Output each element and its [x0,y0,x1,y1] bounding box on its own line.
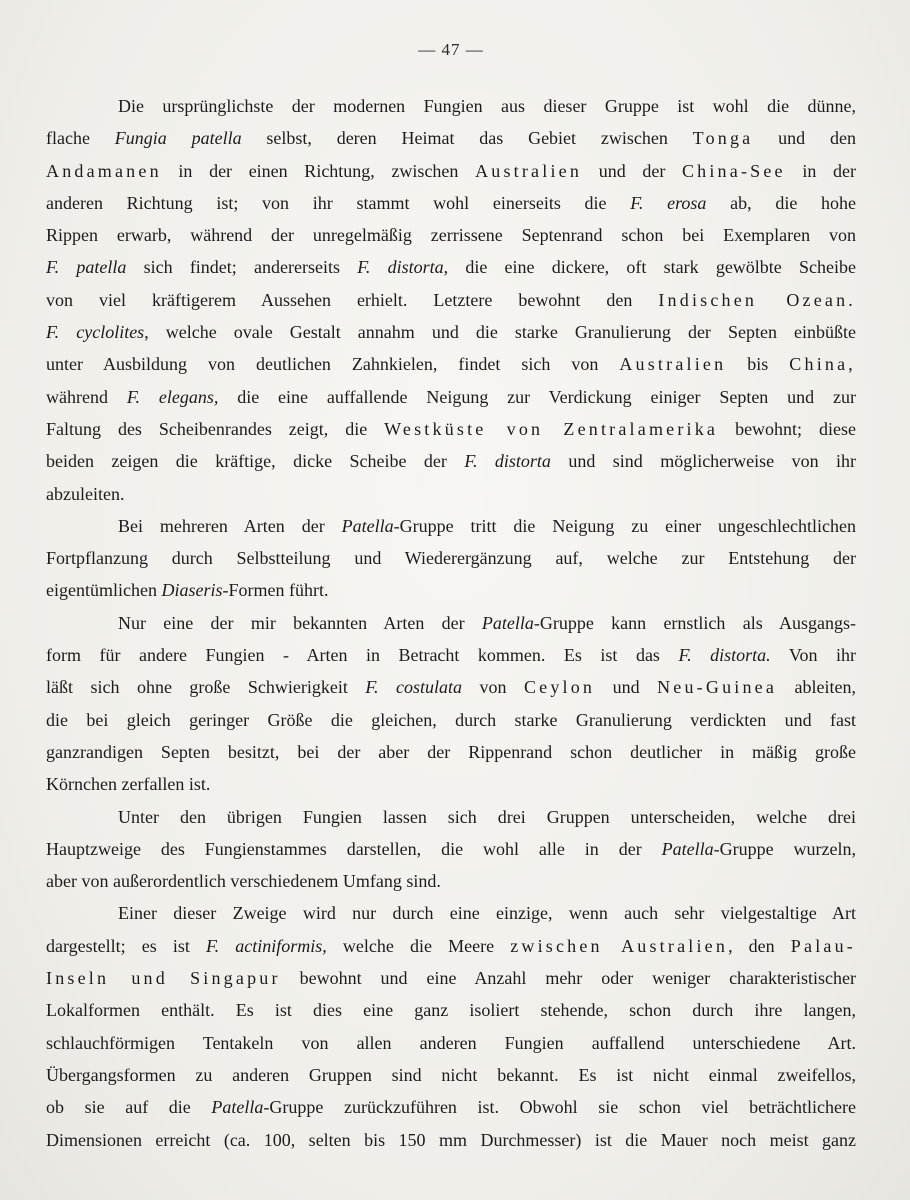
text-run: bewohnt und eine Anzahl mehr oder weniger charakteristischer [280,968,856,989]
text-line [46,1059,856,1091]
text-run: ableiten, [777,677,856,698]
spaced-place-name: Indischen Ozean. [658,289,856,310]
text-line [46,155,856,187]
text-run: Fortpflanzung durch Selbstteilung und Wiederergänzung auf, welche zur Entstehung der [46,548,856,569]
text-line [46,187,856,219]
text-line [46,865,856,897]
spaced-place-name: Andamanen [46,160,162,181]
text-run: , welche ovale Gestalt annahm und die starke Granulierung der Septen einbüßte [144,322,856,343]
text-line [46,1091,856,1123]
text-run: Lokalformen enthält. Es ist dies eine ganz isoliert stehende, schon durch ihre langen, [46,1000,856,1021]
text-run: unter Ausbildung von deutlichen Zahnkielen, findet sich von [46,354,620,375]
italic-species-name: Patella [341,515,394,536]
italic-species-name: F. elegans, [126,386,219,407]
text-run: Einer dieser Zweige wird nur durch eine einzige, wenn auch sehr vielgestaltige Art [118,903,856,924]
text-line [46,478,856,510]
page-number: — 47 — [418,40,484,59]
italic-species-name: Patella [481,612,534,633]
text-line [46,90,856,122]
text-run: abzuleiten. [46,483,125,504]
text-run: Von ihr [770,645,856,666]
spaced-place-name: Neu-Guinea [657,677,778,698]
text-run: und den [753,128,856,149]
body-text [46,90,856,1156]
text-run: bewohnt; diese [718,418,856,439]
text-run: und der [582,160,682,181]
text-line [46,574,856,606]
text-run: läßt sich ohne große Schwierigkeit [46,677,366,698]
text-line [46,833,856,865]
spaced-place-name: Australien [619,354,727,375]
text-run: Die ursprünglichste der modernen Fungien aus dieser Gruppe ist wohl die dünne, [118,96,856,116]
text-run: -Formen führt. [222,580,329,601]
text-run: , den [728,935,791,956]
text-run: in der einen Richtung, zwischen [161,160,476,181]
text-run: Bei mehreren Arten der [118,515,342,536]
text-line [46,122,856,154]
text-line [46,219,856,251]
text-run: -Gruppe kann ernstlich als Ausgangs- [533,612,856,633]
text-run: und [595,677,658,698]
text-run: -Gruppe wurzeln, [713,838,856,859]
text-line [46,736,856,768]
text-run: Faltung des Scheibenrandes zeigt, die [46,418,385,439]
text-run: beiden zeigen die kräftige, dicke Scheibe der [46,451,465,472]
spaced-place-name: Australien [475,160,583,181]
text-run: während [46,386,127,407]
text-line [46,671,856,703]
text-run: -Gruppe zurückzuführen ist. Obwohl sie schon viel beträchtlichere [263,1097,856,1118]
text-line [46,607,856,639]
text-run: ab, die hohe [706,192,856,213]
spaced-place-name: Ceylon [523,677,596,698]
text-run: bis [726,354,790,375]
text-run: dargestellt; es ist [46,935,206,956]
italic-species-name: Patella [211,1097,264,1118]
spaced-place-name: China, [789,354,856,375]
text-line [46,801,856,833]
text-line [46,962,856,994]
text-run: eigentümlichen [46,580,162,601]
text-line [46,994,856,1026]
italic-species-name: F. distorta [464,451,551,472]
spaced-place-name: China-See [681,160,786,181]
text-line [46,930,856,962]
text-run: und sind möglicherweise von ihr [550,451,856,472]
text-line [46,251,856,283]
text-line [46,1027,856,1059]
italic-species-name: F. erosa [630,192,707,213]
text-run: selbst, deren Heimat das Gebiet zwischen [241,128,693,149]
text-line [46,639,856,671]
text-run: in der [785,160,856,181]
text-line [46,316,856,348]
text-run: Körnchen zerfallen ist. [46,774,211,795]
italic-species-name: F. cyclolites [46,322,145,343]
text-run: flache [46,128,115,149]
italic-species-name: Fungia patella [114,128,242,149]
text-run: die bei gleich geringer Größe die gleichen, durch starke Granulierung verdickten und fast [46,709,856,730]
text-line [46,704,856,736]
text-run: , die eine dickere, oft stark gewölbte Scheibe [443,257,856,278]
text-run: ganzrandigen Septen besitzt, bei der aber der Rippenrand schon deutlicher in mäßig große [46,741,856,762]
text-line [46,413,856,445]
text-run: form für andere Fungien - Arten in Betracht kommen. Es ist das [46,645,679,666]
text-run: Nur eine der mir bekannten Arten der [118,612,482,633]
text-run: Rippen erwarb, während der unregelmäßig zerrissene Septenrand schon bei Exemplaren von [46,225,856,246]
text-run: von viel kräftigerem Aussehen erhielt. Letztere bewohnt den [46,289,659,310]
text-run: ob sie auf die [46,1097,212,1118]
text-line [46,284,856,316]
text-run: sich findet; andererseits [126,257,358,278]
text-run: welche die Meere [326,935,511,956]
text-run: von [461,677,524,698]
text-line [46,510,856,542]
text-run: Hauptzweige des Fungienstammes darstellen, die wohl alle in der [46,838,662,859]
text-line [46,542,856,574]
text-run: die eine auffallende Neigung zur Verdickung einiger Septen und zur [218,386,856,407]
text-run: -Gruppe tritt die Neigung zu einer ungeschlechtlichen [393,515,856,536]
italic-species-name: F. distorta [357,257,444,278]
spaced-place-name: Westküste von Zentralamerika [384,418,719,439]
italic-species-name: F. costulata [365,677,462,698]
italic-species-name: F. actiniformis, [206,935,327,956]
text-run: Dimensionen erreicht (ca. 100, selten bis 150 mm Durchmesser) ist die Mauer noch meist ganz [46,1129,856,1150]
text-run: schlauchförmigen Tentakeln von allen anderen Fungien auffallend unterschiedene Art. [46,1032,856,1053]
italic-species-name: Diaseris [161,580,223,601]
spaced-place-name: Palau- [790,935,856,956]
text-run: anderen Richtung ist; von ihr stammt wohl einerseits die [46,192,631,213]
text-line [46,897,856,929]
text-run: aber von außerordentlich verschiedenem Umfang sind. [46,871,441,892]
italic-species-name: Patella [661,838,714,859]
italic-species-name: F. patella [46,257,127,278]
text-line [46,445,856,477]
spaced-place-name: Inseln und Singapur [46,968,281,989]
text-run: Übergangsformen zu anderen Gruppen sind nicht bekannt. Es ist nicht einmal zweifellos, [46,1064,856,1085]
text-line [46,381,856,413]
text-line [46,348,856,380]
text-line [46,1124,856,1156]
text-line [46,768,856,800]
spaced-place-name: zwischen Australien [510,935,729,956]
spaced-place-name: Tonga [692,128,754,149]
italic-species-name: F. distorta. [678,645,771,666]
text-run: Unter den übrigen Fungien lassen sich drei Gruppen unterscheiden, welche drei [118,806,856,827]
